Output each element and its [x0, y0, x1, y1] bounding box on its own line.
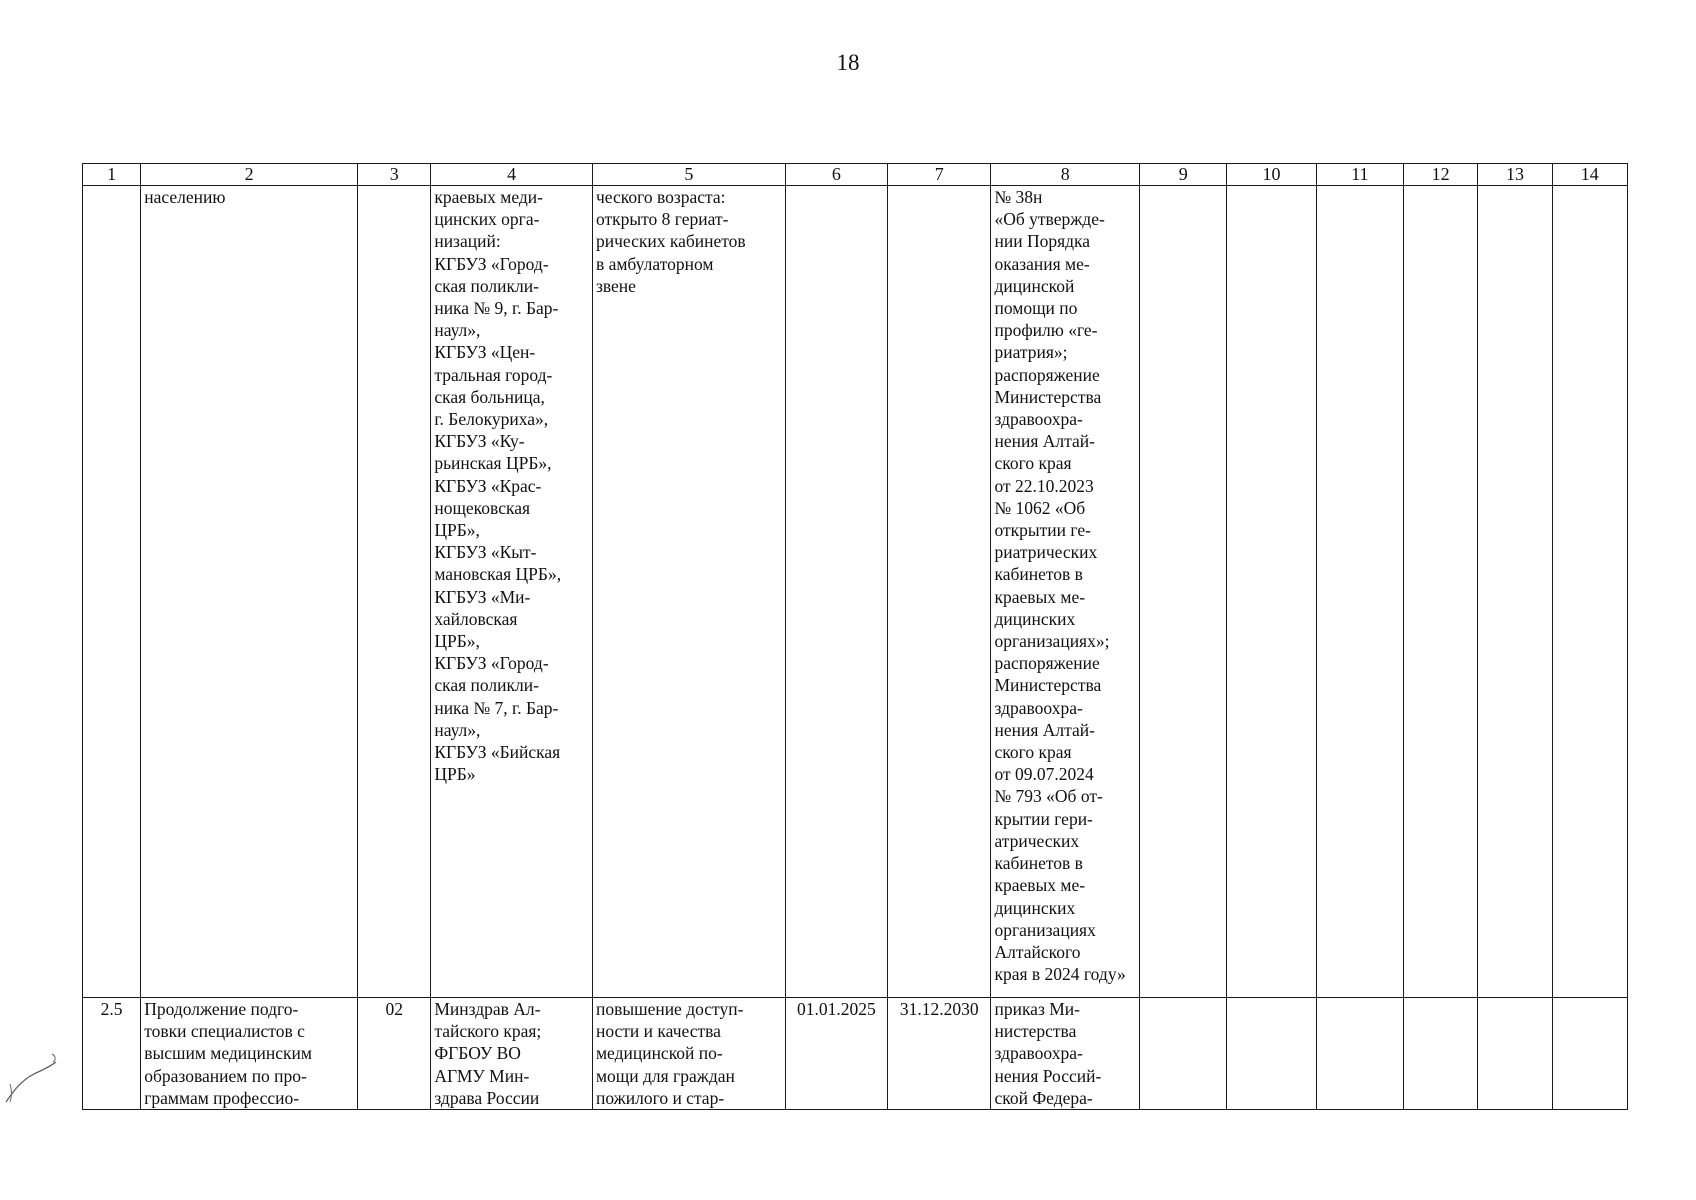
column-header: 12	[1404, 164, 1478, 186]
column-header: 13	[1478, 164, 1552, 186]
table-cell: 01.01.2025	[785, 998, 887, 1110]
table-cell: ческого возраста: открыто 8 гериат- рических кабинетов в амбулаторном звене	[592, 186, 785, 998]
column-header: 1	[83, 164, 141, 186]
table-cell: Минздрав Ал- тайского края; ФГБОУ ВО АГМУ Мин- здрава России	[431, 998, 593, 1110]
column-header: 6	[785, 164, 887, 186]
table-cell	[1227, 998, 1316, 1110]
column-header: 8	[991, 164, 1140, 186]
column-header: 5	[592, 164, 785, 186]
table-cell	[1404, 186, 1478, 998]
table-cell: 2.5	[83, 998, 141, 1110]
table-cell: приказ Ми- нистерства здравоохра- нения Россий- ской Федера-	[991, 998, 1140, 1110]
column-header: 11	[1316, 164, 1403, 186]
table-cell: повышение доступ- ности и качества медицинской по- мощи для граждан пожилого и стар-	[592, 998, 785, 1110]
table-cell	[83, 186, 141, 998]
table-cell: населению	[141, 186, 358, 998]
table-row	[83, 998, 1628, 1110]
table-cell	[1552, 998, 1627, 1110]
table-cell: № 38н «Об утвержде- нии Порядка оказания ме- дицинской помощи по профилю «ге- риатрия»; распоряжение Министерства здравоохра- нения Алтай- ского края от 22.10.2023 № 1062 «Об открытии ге- риатрических кабинетов в краевых ме- дицинских организациях»; распоряжение Министерства здравоохра- нения Алтай- ского края от 09.07.2024 № 793 «Об от- крытии гери- атрических кабинетов в краевых ме- дицинских организациях Алтайского края в 2024 году»	[991, 186, 1140, 998]
table-cell	[1478, 186, 1552, 998]
table-cell	[1316, 998, 1403, 1110]
plan-table	[82, 163, 1628, 1110]
page-number: 18	[836, 50, 860, 75]
column-header: 3	[358, 164, 431, 186]
table-cell	[888, 186, 991, 998]
table-cell	[785, 186, 887, 998]
table-cell	[1227, 186, 1316, 998]
table-cell	[1316, 186, 1403, 998]
table-cell	[1140, 186, 1227, 998]
table-cell	[358, 186, 431, 998]
column-header: 10	[1227, 164, 1316, 186]
table-cell	[1140, 998, 1227, 1110]
table-row	[83, 186, 1628, 998]
table-cell	[1404, 998, 1478, 1110]
table-cell	[1552, 186, 1627, 998]
column-header: 14	[1552, 164, 1627, 186]
column-header: 2	[141, 164, 358, 186]
table-cell: 02	[358, 998, 431, 1110]
column-header: 9	[1140, 164, 1227, 186]
table-cell: краевых меди- цинских орга- низаций: КГБУЗ «Город- ская поликли- ника № 9, г. Бар- наул», КГБУЗ «Цен- тральная город- ская больница, г. Белокуриха», КГБУЗ «Ку- рьинская ЦРБ», КГБУЗ «Крас- нощековская ЦРБ», КГБУЗ «Кыт- мановская ЦРБ», КГБУЗ «Ми- хайловская ЦРБ», КГБУЗ «Город- ская поликли- ника № 7, г. Бар- наул», КГБУЗ «Бийская ЦРБ»	[431, 186, 593, 998]
column-number-row	[83, 164, 1628, 186]
margin-pen-mark	[0, 1040, 60, 1110]
column-header: 7	[888, 164, 991, 186]
column-header: 4	[431, 164, 593, 186]
table-cell: Продолжение подго- товки специалистов с высшим медицинским образованием по про- граммам профессио-	[141, 998, 358, 1110]
table-cell: 31.12.2030	[888, 998, 991, 1110]
table-cell	[1478, 998, 1552, 1110]
